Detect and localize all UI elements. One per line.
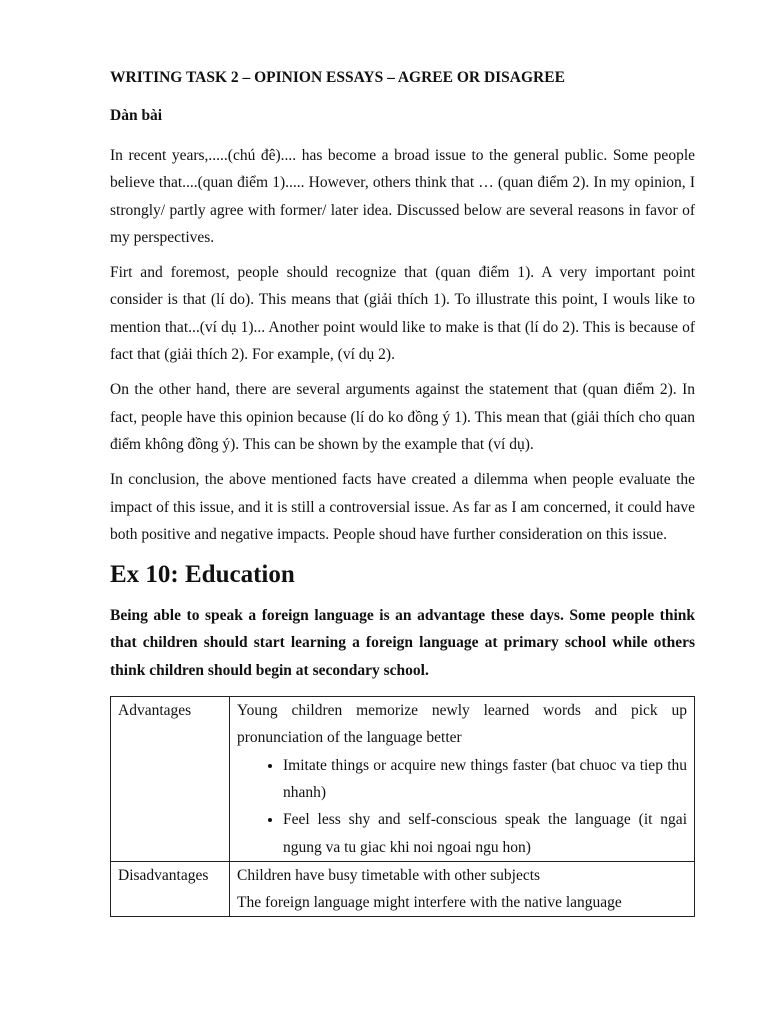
list-item: • Feel less shy and self-conscious speak the language (it ngai ngung va tu giac khi noi ngoai ngu hon) xyxy=(283,806,687,861)
disadvantage-line: Children have busy timetable with other subjects xyxy=(237,866,541,884)
table-row-advantages xyxy=(111,697,695,862)
document-title: WRITING TASK 2 – OPINION ESSAYS – AGREE OR DISAGREE xyxy=(110,69,565,86)
disadvantages-label: Disadvantages xyxy=(111,861,230,917)
intro-paragraph: In recent years,.....(chú đê).... has become a broad issue to the general public. Some people believe that....(quan điểm 1)..... However, others think that … (quan điểm 2). In my opinion, I strongly/ partly agree with former/ later idea. Discussed below are several reasons in favor of my perspectives. xyxy=(110,147,695,246)
pros-cons-table xyxy=(110,696,695,917)
table-row-disadvantages xyxy=(111,861,695,917)
advantages-intro: Young children memorize newly learned words and pick up pronunciation of the language better xyxy=(237,702,687,747)
list-item: • Imitate things or acquire new things faster (bat chuoc va tiep thu nhanh) xyxy=(283,752,687,807)
body-paragraph-1: Firt and foremost, people should recognize that (quan điểm 1). A very important point consider is that (lí do). This means that (giải thích 1). To illustrate this point, I wouls like to mention that...(ví dụ 1)... Another point would like to make is that (lí do 2). This is because of fact that (giải thích 2). For example, (ví dụ 2). xyxy=(110,264,695,364)
advantages-list xyxy=(237,752,687,861)
conclusion-paragraph: In conclusion, the above mentioned facts have created a dilemma when people evaluate the impact of this issue, and it is still a controversial issue. As far as I am concerned, it could have both positive and negative impacts. People shoud have further consideration on this issue. xyxy=(110,471,695,543)
disadvantage-line: The foreign language might interfere with the native language xyxy=(237,894,622,912)
advantages-cell xyxy=(230,697,695,862)
essay-prompt: Being able to speak a foreign language is an advantage these days. Some people think that children should start learning a foreign language at primary school while others think children should begin at secondary school. xyxy=(110,607,695,679)
outline-subtitle: Dàn bài xyxy=(110,107,163,124)
advantages-label: Advantages xyxy=(111,697,230,862)
body-paragraph-2: On the other hand, there are several arguments against the statement that (quan điểm 2). In fact, people have this opinion because (lí do ko đồng ý 1). This mean that (giải thích cho quan điểm không đồng ý). This can be shown by the example that (ví dụ). xyxy=(110,381,695,453)
exercise-title: Ex 10: Education xyxy=(110,561,295,589)
disadvantages-cell xyxy=(230,861,695,917)
